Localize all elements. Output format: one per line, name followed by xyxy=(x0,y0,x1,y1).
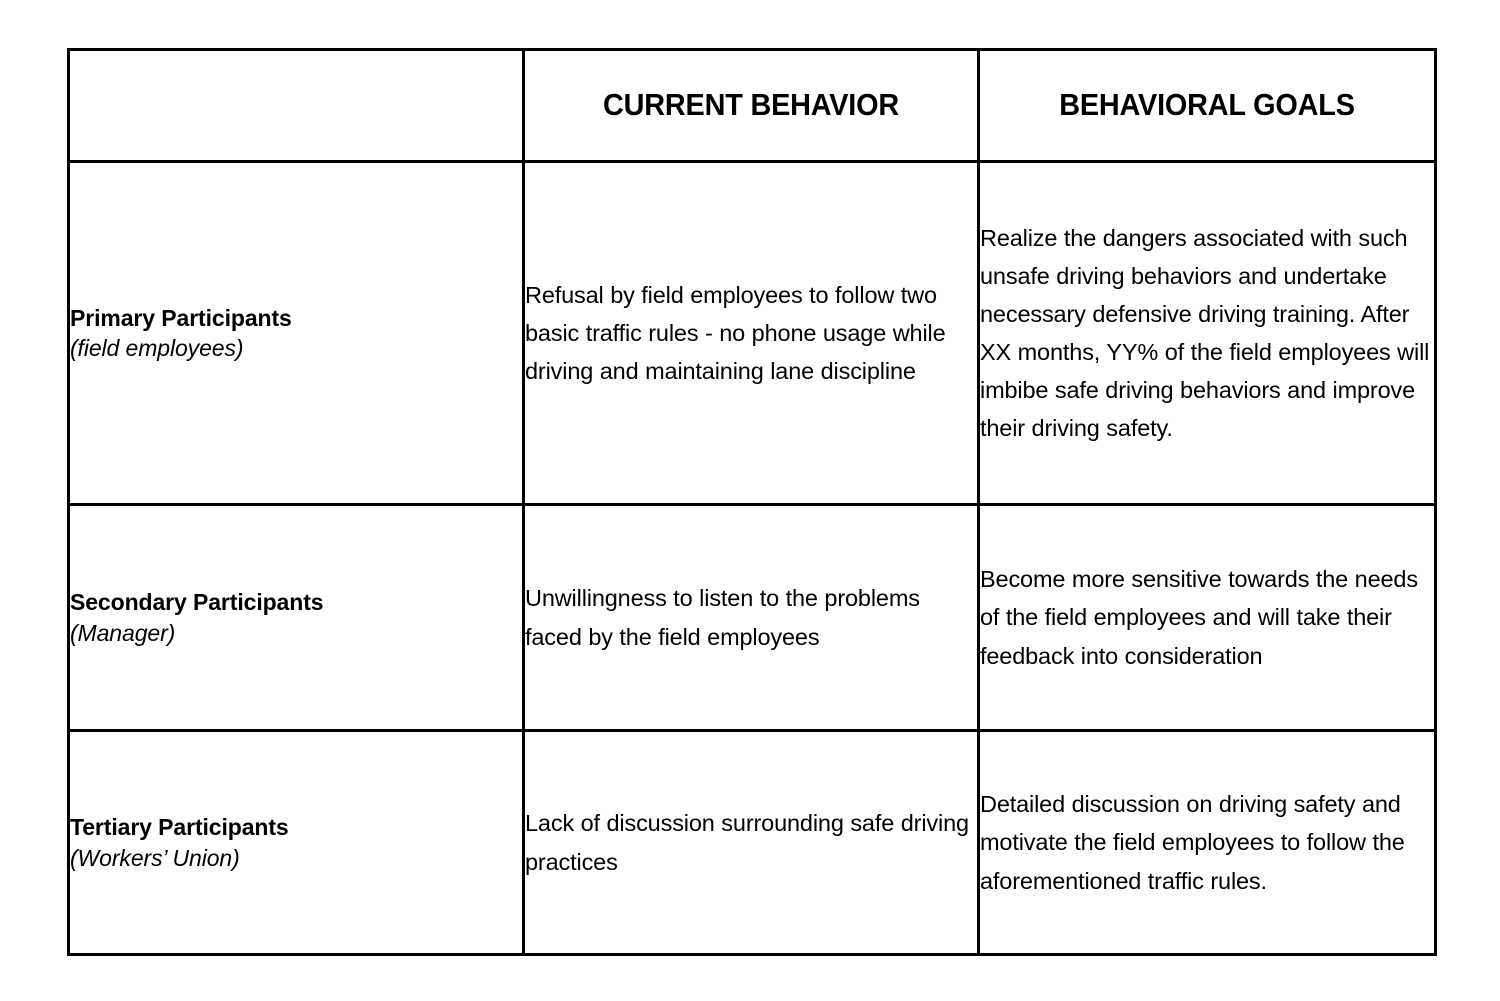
participant-subtitle-primary: (field employees) xyxy=(70,335,244,361)
participant-title-secondary: Secondary Participants xyxy=(70,589,324,616)
participant-title-tertiary: Tertiary Participants xyxy=(70,814,289,841)
participant-label-cell-secondary xyxy=(69,505,524,731)
behavioral-goals-text-tertiary: Detailed discussion on driving safety and motivate the field employees to follow the aforementioned traffic rules. xyxy=(980,791,1405,894)
behavioral-goals-cell-tertiary xyxy=(979,731,1436,955)
behavioral-goals-cell-secondary xyxy=(979,505,1436,731)
header-label-behavioral-goals: BEHAVIORAL GOALS xyxy=(1059,87,1355,123)
behavioral-goals-text-secondary: Become more sensitive towards the needs of the field employees and will take their feedback into consideration xyxy=(980,566,1418,669)
participant-label-cell-primary xyxy=(69,162,524,505)
participant-subtitle-tertiary: (Workers’ Union) xyxy=(70,844,240,871)
header-label-current-behavior: CURRENT BEHAVIOR xyxy=(602,87,900,123)
behavioral-goals-cell-primary xyxy=(979,162,1436,505)
table-row-tertiary xyxy=(69,731,1436,955)
table-header xyxy=(69,50,1436,162)
participant-subtitle-secondary: (Manager) xyxy=(70,619,176,646)
behavioral-goals-text-primary: Realize the dangers associated with such unsafe driving behaviors and undertake necessary defensive driving training. After XX months, YY% of the field employees will imbibe safe driving behaviors and improve their driving safety. xyxy=(980,224,1430,442)
header-cell-participants xyxy=(69,50,524,162)
participant-label-cell-tertiary xyxy=(69,731,524,955)
table-body xyxy=(69,162,1436,955)
current-behavior-cell-primary xyxy=(524,162,979,505)
header-cell-behavioral-goals xyxy=(979,50,1436,162)
participant-title-primary: Primary Participants xyxy=(70,304,292,331)
current-behavior-text-primary: Refusal by field employees to follow two basic traffic rules - no phone usage while driving and maintaining lane discipline xyxy=(525,281,946,385)
current-behavior-text-secondary: Unwillingness to listen to the problems faced by the field employees xyxy=(525,585,920,650)
header-cell-current-behavior xyxy=(524,50,979,162)
current-behavior-cell-secondary xyxy=(524,505,979,731)
table-row-secondary xyxy=(69,505,1436,731)
current-behavior-cell-tertiary xyxy=(524,731,979,955)
table-row-primary xyxy=(69,162,1436,505)
behavior-goals-matrix xyxy=(67,48,1437,956)
current-behavior-text-tertiary: Lack of discussion surrounding safe driving practices xyxy=(525,810,969,875)
header-row xyxy=(69,50,1436,162)
